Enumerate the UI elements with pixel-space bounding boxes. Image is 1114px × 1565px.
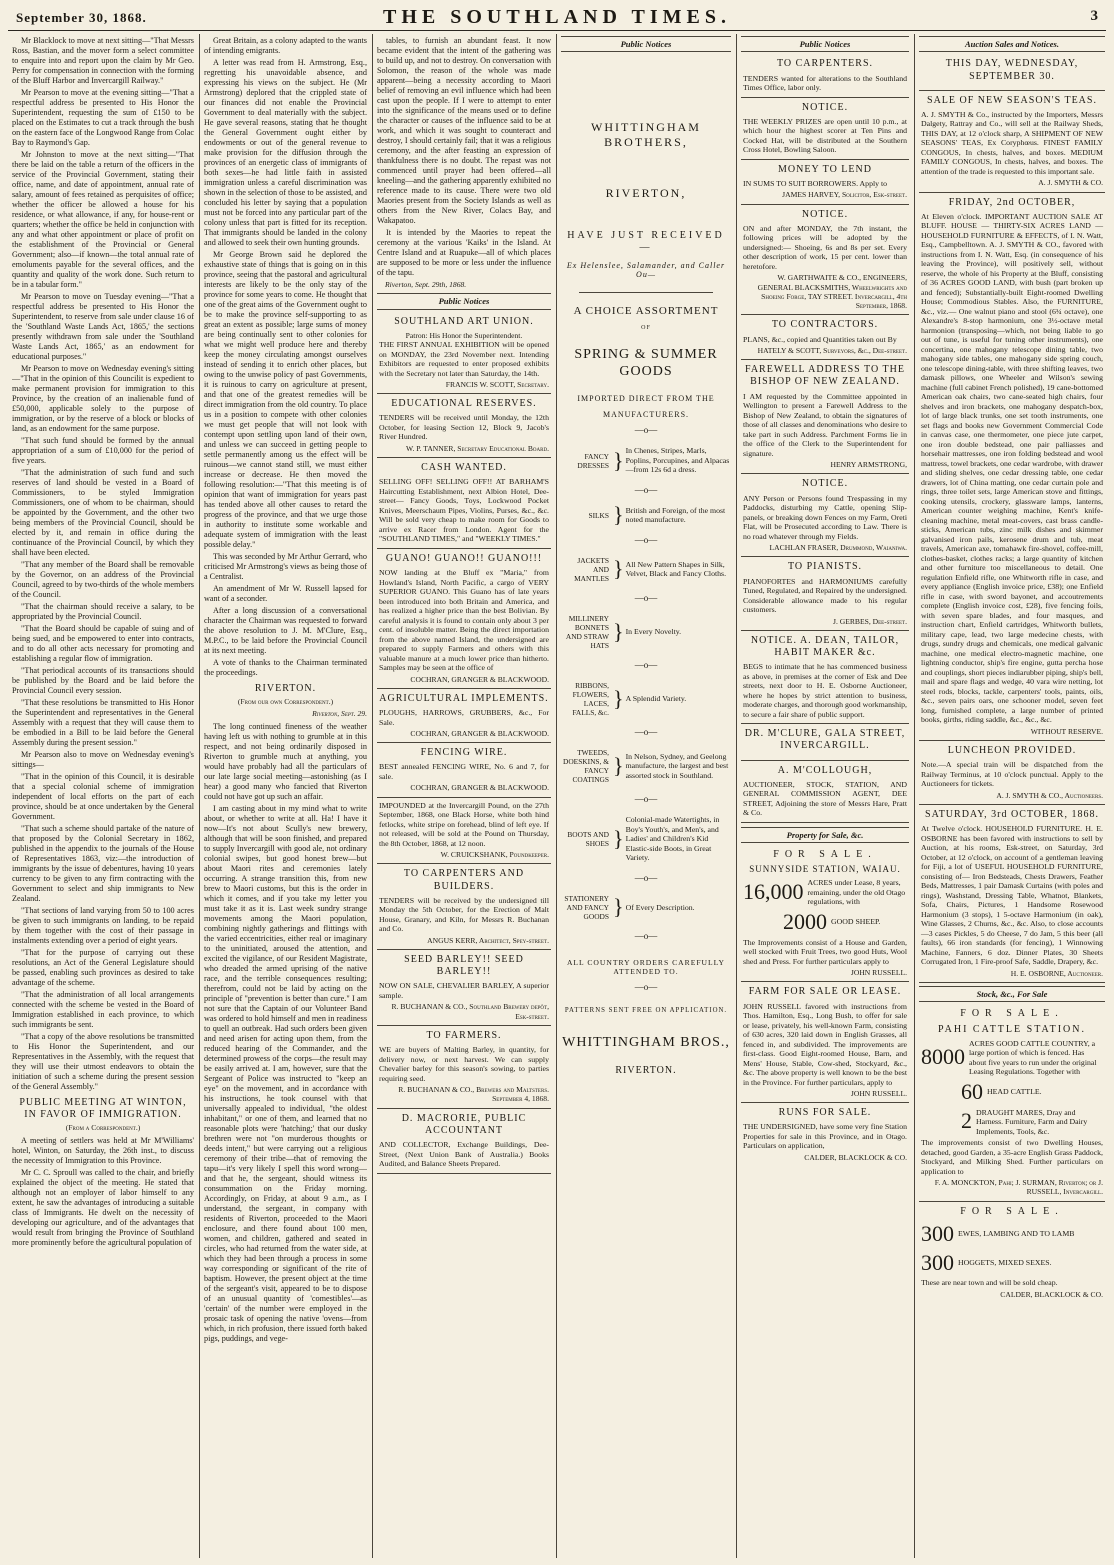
ewes-count: 300 [921,1220,954,1246]
stock-line [921,1221,1103,1248]
ad-signature: JOHN RUSSELL. [850,968,907,978]
ad-title: FRIDAY, 2nd OCTOBER, [948,196,1076,208]
advertisement [741,474,909,557]
ad-choice: A CHOICE ASSORTMENT [573,305,719,318]
paragraph: tables, to furnish an abundant feast. It now became evident that the intent of the gathering was to build up, and not to destroy. On conversation with Solomon, the reason of the whole was made apparent—being a necessity according to Maori belief of removing an evil influence which had been cast upon the people. If I were to attempt to enter into the significance of the means used or to define the character or causes of the influence said to be at work, and which it was sought to counteract and destroy, I should certainly fail; that it was a religious ceremony, and the after feasting an expression of thankfulness there is no doubt. The repast was not commenced until prayer had been offered—all kneeling—and the gathering apparently exhibited no reference made to its cause. There were two old Maories present from the Society Islands as well as others from the New River, Colacs Bay, and Wakapatoo. [377,36,551,225]
paragraph: Great Britain, as a colony adapted to the wants of intending emigrants. [204,36,367,55]
stock-line [921,1250,1103,1277]
winton-meeting-article [12,1136,194,1248]
ad-title: MONEY TO LEND [778,163,872,175]
column-rule [372,34,373,1558]
advertisement [377,743,551,797]
ad-body: THE UNDERSIGNED, have some very fine Station Properties for sale in this Province, and in Otago. Particulars on application, [743,1122,907,1151]
ornament: —o— [634,592,658,603]
category-name: SILKS [588,510,609,520]
ad-signature: JAMES HARVEY, Solicitor, Esk-street. [782,190,907,200]
paragraph: Mr C. C. Sproull was called to the chair, and briefly explained the object of the meeting. He stated that although not an employer of labor himself to any extent, he saw the advantages of introducing a suitable class of Immigrants. He dwelt on the necessity of developing our agriculture, and of the advantages that would result from bringing the Province of Southland more prominently before the agricultural population of [12,1167,194,1247]
ornament: —o— [634,794,658,805]
acreage-text: ACRES under Lease, 8 years, remaining, under the old Otago regulations, with [807,878,906,907]
paragraph: "That the administration of such fund and such reserves of land should be vested in a Board of Commissioners, to be styled Immigration Commissioners, one of whom to be chairman, should be appointed by the Government, and the other two being members of the Provincial Council, should be elected by it, and remain in office during the continuance of the Provincial Council, by which they shall have been elected. [12,468,194,557]
ad-title: SEED BARLEY!! SEED BARLEY!! [404,954,524,978]
category-name: FANCY DRESSES [577,451,609,470]
ad-title: DR. M'CLURE, GALA STREET, INVERCARGILL. [744,728,906,752]
ad-signature: FRANCIS W. SCOTT, Secretary. [445,380,549,390]
ad-body: I AM requested by the Committee appointed in Wellington to present a Farewell Address to the Bishop of New Zealand, to obtain the signatures of those of all classes and denominations who desire to take part in such Address. Parchment Forms lie in the office of the Clerk to the Superintendent for signature. [743,391,907,458]
goods-category [561,502,731,528]
ad-signature: COCHRAN, GRANGER & BLACKWOOD. [410,729,549,739]
brace-glyph: } [613,753,624,779]
ad-signature: COCHRAN, GRANGER & BLACKWOOD. [410,674,549,684]
paragraph: "That the Board should be capable of suing and of being sued, and be empowered to enter into contracts, and to do all other acts necessary for promoting and establishing a regular flow of immigration. [12,624,194,663]
ad-body: IN SUMS TO SUIT BORROWERS. Apply to [743,178,888,188]
advertisement [377,394,551,458]
cattle-station-for-sale [919,1004,1105,1201]
ad-body: At Twelve o'clock. HOUSEHOLD FURNITURE. H. E. OSBORNE has been favored with instructions to sell by Auction, at his rooms, Esk-street, on Saturday, 3rd October, at 12 o'clock, on account of a gentleman leaving for Fiji, a lot of USEFUL HOUSEHOLD FURNITURE, consisting of— Iron Bedsteads, Chests Drawers, Feather Beds, Mattresses, 1 pair Damask Curtains (with poles and rings), Washstand, Dressing Table, Whatnot, Blankets, Sofa, Chairs, Pictures, 1 Handsome Rosewood Harmonium (3 stops), 1 5-octave Harmonium (in oak), Wine Glasses, 2 Churns, &c., &c. Also, to close accounts—3 cases Pickles, 5 do Cheese, 7 do Jam, 5 this beer (all faults), 66 iron standards (for fencing), 1 Winnowing Machine, Fanners, 6 doz. Dinner Plates, 30 Sheets Corrugated Iron, 1 Fire-proof Safe, Saddle, Drapery, &c. [921,824,1103,967]
article-byline: (From our own Correspondent.) [237,697,334,707]
category-name: MILLINERY BONNETS AND STRAW HATS [565,613,609,651]
ornament: —o— [634,484,658,495]
stock-line [921,1039,1103,1077]
section-header: Public Notices [741,36,909,52]
paragraph: Mr Pearson also to move on Wednesday evening's sittings— [12,750,194,769]
advertisement [741,160,909,205]
section-header: Property for Sale, &c. [741,827,909,843]
column-rule [199,34,200,1558]
advertisement [919,193,1105,741]
category-description: In Every Novelty. [625,627,682,637]
ad-of: OF [641,324,651,331]
ad-body: NOW ON SALE, CHEVALIER BARLEY, A superior sample. [379,981,549,1000]
paragraph: "That sections of land varying from 50 to 100 acres be given to such immigrants on landing, to be repaid by them together with the cost of their passage in instalments extending over a period of eight years. [12,906,194,945]
issue-date: September 30, 1868. [16,10,147,25]
ad-body: TENDERS wanted for alterations to the Southland Times Office, labor only. [743,73,907,93]
category-name: JACKETS AND MANTLES [574,555,609,583]
paragraph: After a long discussion of a conversational character the Chairman was requested to forward the above resolution to J. M. M'Clure, Esq., M.P.C., to be laid before the Provincial Council at its next meeting. [204,606,367,655]
category-name: TWEEDS, DOESKINS, & FANCY COATINGS [563,748,609,785]
advertisement [741,557,909,630]
goods-categories [561,446,731,941]
sheep-text: GOOD SHEEP. [831,917,881,927]
ad-ships: Ex Helenslee, Salamander, and Caller Ou— [566,260,726,280]
advertisement [377,864,551,950]
paragraph: "That in the opinion of this Council, it is desirable that a special colonial scheme of immigration independent of local efforts on the part of each province, should be at once undertaken by the General Government. [12,772,194,821]
category-name: RIBBONS, FLOWERS, LACES, FALLS, &c. [572,681,609,718]
advertisement [919,805,1105,983]
section-header: Public Notices [561,36,731,52]
paragraph: A vote of thanks to the Chairman terminated the proceedings. [204,658,367,677]
brace-glyph: } [613,894,624,920]
paragraph: The long continued fineness of the weather having left us with nothing to grumble at in this respect, and not being ordinarily disposed in Riverton to grumble much at anything, you would have probably had all the particulars of our late large social meeting—astonishing (as I hear) a good many who fancied that Riverton could not have got up such an affair. [204,721,367,801]
advertisement [377,689,551,743]
ad-body: These are near town and will be sold cheap. [921,1278,1058,1288]
ad-lead: Patron: His Honor the Superintendent. [405,330,523,340]
ad-signature: J. GERBES, Dee-street. [832,616,907,626]
column-6 [919,36,1105,1556]
auction-notices [919,54,1105,983]
ad-body: AUCTIONEER, STOCK, STATION, AND GENERAL COMMISSION AGENT, DEE STREET, Adjoining the store of Messrs Hare, Pratt & Co. [743,779,907,818]
ad-title: SALE OF NEW SEASON'S TEAS. [927,94,1097,106]
paragraph: "That such fund should be formed by the annual appropriation of a sum of £10,000 for the period of five years. [12,436,194,465]
ad-body: ON and after MONDAY, the 7th instant, the following prices will be adopted by the undersigned:— Shoeing, 6s and 8s per set. Every other description of work, 15 per cent. lower than heretofore. [743,223,907,271]
ad-body: At Eleven o'clock. IMPORTANT AUCTION SALE AT BLUFF. HOUSE — THIRTY-SIX ACRES LAND — HOUSEHOLD FURNITURE & EFFECTS, of I. N. Watt, Esq., Campbelltown. A. J. SMYTH & CO., favored with instructions from I. N. Watt, Esq. (in consequence of his leaving the Province), will positively sell, without reserve, the whole of his Property at the Bluff, consisting of 36 ACRES GOOD LAND, with bush (part broken up and fenced); Substantially-built Eight-roomed Dwelling House; Commodious Stables. Also, the FURNITURE, &c., viz.— One walnut piano and stool (6¾ octave), one Alexandre's 8-stop harmonium, one 3½-octave metal harmonion (transposing—which, not being liable to go out of tune, is useful for tuning other instruments), one concertina, one mahogany telescope dining table, two mahogany side tables, one mahogany side spring couch, one telescope dining-table, with three shifting leaves, two damask pillows, one Wheeler and Wilson's sewing machine (full cabinet French polished), 19 cane-bottomed American oak chairs, two cane-seated high chairs, four shelves and iron brackets, one mahogany despatch-box, lot of large black trunks, one set tooth instruments, one set flags and books new Government Commercial Code in canvas case, one thermometer, one piece jute carpet, one iron double bedstead, one pair palliasses and horsehair mattresses, one iron folding bedstead and wool mattress, towel brackets, one cedar wardrobe, with drawer and sliding shelves, one cedar dressing table, one cedar drawers, lot of China matting, one cedar curtain pole and rings, three toilet sets, large American stove and fittings, cooking utensils, crockery, glassware lamps, lanterns, American counter weighing machine, Kent's knife-cleaning machine, metal meat-covers, cast brass candle-sticks, American tubs, zinc milk dishes and skimmer galvanised iron pails, kerosene drum and tub, meat travels, American axe, tomahawk fire-shovel, coffee-mill, clothes-basket, clothes racks; a large quantity of kitchen and other furniture too miscellaneous to detail. One regulation Enfield rifle, one Whitworth rifle in case, and every appliance (English invoice price, £38); one Enfield rifle in case, with sword bayonet, and accoutrements complete (English invoice cost, £28), five fencing foils, with seven spare blades, and four masques, and instruction chart, Enfield cartridges, Whitworth bullets, military cape, lead, two large medecine chests, with drugs, sundry drugs and chemicals, one medical galvanic machine, one medical electro-magnetic machine, one lightning conductor, ship's fire engine, gutta percha hose and couplings, short pieces indiarubber piping, ship's bell, mail and spare flags and wedge, 40 vara wire netting, lot steel rods, blocks, tackle, carpenters' tools, paints, oils, &c., seven pairs oars, one schooner model, seven feet long, furnished complete, a large number of printed books, girths, riding saddle, &c., &c., &c. [921,211,1103,725]
brace-glyph: } [613,502,624,528]
category-description: Colonial-made Watertights, in Boy's Youth's, and Men's, and Ladies' and Children's Kid Elastic-side Boots, in Great Variety. [625,815,720,863]
ad-imported: IMPORTED DIRECT FROM THE [577,393,715,403]
ad-body: BEST annealed FENCING WIRE, No. 6 and 7, for sale. [379,762,549,781]
ad-title: TO CONTRACTORS. [771,319,879,331]
ornament: —o— [634,872,658,883]
advertisement [741,54,909,97]
hoggets-text: HOGGETS, MIXED SEXES. [958,1258,1052,1268]
ad-title: AGRICULTURAL IMPLEMENTS. [379,692,549,704]
column-1 [12,36,194,1556]
ad-signature: CALDER, BLACKLOCK & CO. [1000,1289,1103,1299]
category-description: In Nelson, Sydney, and Geelong manufacture, the largest and best assorted stock in Southland. [625,751,729,780]
ornament: —o— [634,930,658,941]
advertisement [919,54,1105,90]
ad-title: GUANO! GUANO!! GUANO!!! [385,552,543,564]
column-rule [736,34,737,1558]
ad-body: PLOUGHS, HARROWS, GRUBBERS, &c., For Sale. [379,708,549,727]
ornament: —o— [634,425,658,436]
advertisement [377,312,551,395]
acreage: 8000 [921,1044,965,1070]
acreage-text: ACRES GOOD CATTLE COUNTRY, a large portion of which is fenced. Has about five years to run under the original Leasing Regulations. Together with [969,1038,1097,1077]
advertisement [741,315,909,360]
ad-signature: A. J. SMYTH & CO., Auctioneers. [996,790,1103,800]
paragraph: Mr Pearson to move on Tuesday evening—"That a respectful address be presented to His Honor the Superintendent, to reserve from sale under clause 16 of the 'Southland Waste Lands Act, 1865,' the sections presently withdrawn from sale under the 'Southland Waste Lands Act, 1865,' as an endowment for educational purposes." [12,292,194,361]
advertiser-name: WHITTINGHAM BROTHERS, [591,120,701,149]
sheep-for-sale [919,1202,1105,1304]
station-for-sale [741,845,909,982]
paragraph: Mr Pearson to move at the evening sitting—"That a respectful address be presented to His Honor the Superintendent, requesting the sum of £150 to be placed on the Estimates to cut a track through the bush on the eastern face of the Longwood Range from Colac Bay to Raymond's Gap. [12,88,194,147]
paragraph: A meeting of settlers was held at Mr M'Williams' hotel, Winton, on Saturday, the 26th inst., to discuss the necessity of Immigration to this Province. [12,1135,194,1165]
paragraph: "That the chairman should receive a salary, to be appropriated by the Provincial Council. [12,602,194,621]
advertiser-town: RIVERTON, [605,185,687,200]
public-notices [377,312,551,1174]
article-signoff: Riverton, Sept. 29th, 1868. [385,280,467,289]
goods-category [561,815,731,863]
advertisement [377,950,551,1026]
ad-signature: JOHN RUSSELL. [850,1089,907,1099]
ad-body: PIANOFORTES and HARMONIUMS carefully Tuned, Regulated, and Repaired by the undersigned. Considerable allowance made to his regular customers. [743,576,907,615]
ad-signature: CALDER, BLACKLOCK & CO. [804,1152,907,1162]
category-name: STATIONERY AND FANCY GOODS [564,893,609,921]
ad-body: TENDERS will be received until Monday, the 12th October, for leasing Section 12, Block 9, Jacob's River Hundred. [379,413,549,442]
ad-body: JOHN RUSSELL favored with instructions from Thos. Hamilton, Esq., Long Bush, to offer for sale or lease, privately, his well-known Farm, consisting of 630 acres, 320 laid down in English Grasses, all fenced in, and subdivided. The improvements are first-class. Good Eight-roomed House, Barn, and Mens' House, Stable, Cow-shed, Stockyard, &c., &c. The above property is well known to be the best in the Province. For further particulars, apply to [743,1001,907,1087]
advertiser-town: RIVERTON. [615,1064,677,1076]
ad-body: THE FIRST ANNUAL EXHIBITION will be opened on MONDAY, the 23rd November next. Intending Exhibitors are requested to enter proposed exhibits with the Secretary not later than Saturday, the 14th. [379,340,549,378]
paragraph: It is intended by the Maories to repeat the ceremony at the various 'Kaiks' in the Island. At Centre Island and at Ruapuke—all of which places are supposed to be more or less under the influence of the tapu. [377,228,551,277]
farm-for-sale [741,982,909,1103]
ad-body: The improvements consist of two Dwelling Houses, detached, good Garden, a 35-acre English Grass Paddock, Stockyard, and Milking Shed. Further particulars on application to [921,1138,1103,1176]
paragraph: This was seconded by Mr Arthur Gerrard, who criticised Mr Armstrong's views as being those of a Centralist. [204,552,367,581]
ad-title: TO PIANISTS. [787,561,863,573]
category-description: A Splendid Variety. [625,694,687,704]
goods-category [561,681,731,717]
brace-glyph: } [613,556,624,582]
mares-count: 2 [961,1108,972,1134]
ad-signature: R. BUCHANAN & CO., Southland Brewery depôt, Esk-street. [391,1002,549,1021]
category-description: In Chenes, Stripes, Marls, Poplins, Porcupines, and Alpacas—from 12s 6d a dress. [625,446,730,475]
public-notices [741,54,909,822]
article-heading: RIVERTON. [254,683,317,694]
ad-body: THE WEEKLY PRIZES are open until 10 p.m., at which hour the highest scorer at Ten Pins and Cocked Hat, will be distributed at the Southern Cross Hotel, Bowling Saloon. [743,116,907,155]
advertisement [377,458,551,549]
ad-body: The Improvements consist of a House and Garden, well stocked with Fruit Trees, two good Huts, Wool shed and Press. For further particulars apply to [743,937,907,966]
ad-title: NOTICE. [801,478,849,490]
ad-signature: W. GARTHWAITE & CO., ENGINEERS, GENERAL BLACKSMITHS, Wheelwrights and Shoeing Forge, TAY STREET. Invercargill, 4th September, 1868. [757,273,907,311]
category-description: British and Foreign, of the most noted manufacture. [625,505,726,525]
paragraph: Mr Pearson to move on Wednesday evening's sitting—"That in the opinion of this Councilit is expedient to make permanent provision for immigration to this Province, by the creation of an inalienable fund of £50,000, applicable solely to the purpose of immigration, or by the reserve of a block or blocks of land, as an endowment for the same purpose. [12,364,194,433]
ad-signature: COCHRAN, GRANGER & BLACKWOOD. [410,783,549,793]
ad-body: NOW landing at the Bluff ex "Maria," from Howland's Island, North Pacific, a cargo of VERY SUPERIOR GUANO. This Guano has of late years been introduced into both Britain and America, and has realized a higher price than the best Bolivian. By careful analysis it is found to contain only about 3 per cent. of insoluble matter. Being the direct importation from the above named Island, the undersigned are prepared to supply Farmers and others with this valuable manure at a much lower price than hitherto. Samples may be seen at the office of [379,568,549,673]
stock-line [921,1108,1103,1137]
ad-title: FOR SALE. [960,1008,1064,1020]
ad-body: BEGS to intimate that he has commenced business as above, in premises at the corner of Esk and Dee streets, next door to H. E. Osborne Auctioneer, where he hopes by strict attention to business, moderate charges, and thorough good workmanship, to secure a fair share of public support. [743,662,907,719]
ad-subtitle: PAHI CATTLE STATION. [938,1023,1086,1035]
ad-title: FOR SALE. [773,849,877,861]
ornament: —o— [634,727,658,738]
paragraph: An amendment of Mr W. Russell lapsed for want of a seconder. [204,584,367,603]
goods-category [561,556,731,583]
newspaper-title: THE SOUTHLAND TIMES. [382,6,732,28]
ad-title: FARM FOR SALE OR LEASE. [748,986,902,998]
ad-goods: SPRING & SUMMER GOODS [574,346,718,379]
ad-signature: R. BUCHANAN & CO., Brewers and Maltsters. September 4, 1868. [398,1085,549,1104]
ad-body: AND COLLECTOR, Exchange Buildings, Dee-Street, (Next Union Bank of Australia.) Books Audited, and Balance Sheets Prepared. [379,1140,549,1169]
advertisement [741,724,909,760]
ad-signature: H. E. OSBORNE, Auctioneer. [1010,968,1103,978]
ewes-text: EWES, LAMBING AND TO LAMB [958,1229,1075,1239]
ad-body: Note.—A special train will be dispatched from the Railway Terminus, at 10 o'clock punctual. Apply to the Auctioneers for tickets. [921,760,1103,789]
advertisement [919,741,1105,805]
divider [579,292,713,293]
advertisement [377,798,551,865]
ad-title: LUNCHEON PROVIDED. [947,745,1077,757]
category-name: BOOTS AND SHOES [567,829,609,848]
ad-title: NOTICE. A. DEAN, TAILOR, HABIT MAKER &c. [750,634,900,658]
paragraph: A letter was read from H. Armstrong, Esq., regretting his unavoidable absence, and expressing his views on the subject. He (Mr Armstrong) deplored that the crippled state of our finances did not enable the Provincial Government to deal materially with the subject. He gave several reasons, stating that he thought the General Government ought either by endowments or out of the general revenue to make provision for the diffusion through the provinces of an energetic class of immigrants of both sexes—he had little faith in assisted immigration unless a careful discrimination was shown in the selection of those to be assisted, and concluded his letter by saying that a population must not be forced into any particular part of the colony unless that part is fitted for its reception. That immigrants should be landed in the colony and allowed to seek their own hunting grounds. [204,58,367,247]
column-rule [914,34,915,1558]
paragraph: Mr Johnston to move at the next sitting—"That there be laid on the table a return of the officers in the service of the Provincial Government, stating their office, name, and date of appointment, annual rate of salary, amount of fees retained as perquisites of office; whether the officer be allowed a house for his residence, or what allowance, if any, for house-rent or quarters; whether the office be held in conjunction with any and what other appointment or place of profit on the establishment of the Provincial or General Government; also—if known—the total annual rate of emoluments payable for the several offices, and the quantity and quality of the work done. Such return to be in a tabular form." [12,150,194,289]
advertisement [377,549,551,689]
category-description: All New Pattern Shapes in Silk, Velvet, Black and Fancy Cloths. [625,559,727,579]
ad-subtitle: SUNNYSIDE STATION, WAIAU. [749,864,901,875]
paragraph: Mr George Brown said he deplored the exhaustive state of things that is going on in this province, seeing that the pastoral and agricultural interests are likely to be the only stay of the province for some years to come. He thought that one of the great aims of the Government ought to be to make the province self-supporting to as great an extent as possible; large sums of money are being continually sent to other colonies for what we might well produce here and thereby keep the money circulating amongst ourselves instead of sending it to enrich other places, but owing to the unwise policy of past Governments, it is ruinous to carry on agriculture at present, and that one of the greatest remedies will be direct immigration from the old country. To place us in a position to compete with other colonies we must get people that will not look with contempt upon settling upon land of their own, and unless we can succeed in getting people to settle permanently among us the effect will be ruinous—we cannot stand still, we must either increase or decrease. He then moved the following resolution:—"That this meeting is of opinion that want of immigration for years past has tended above all other causes to retard the progress of the province, and that we urge those in authority to institute some workable and adequate system of immigration with the least possible delay." [204,250,367,549]
goods-category [561,446,731,475]
stock-line [743,878,907,907]
ad-title: D. MACRORIE, PUBLIC ACCOUNTANT [401,1112,527,1136]
cattle-text: HEAD CATTLE. [987,1087,1042,1097]
ad-signature: HENRY ARMSTRONG, [830,460,907,470]
ad-title: SOUTHLAND ART UNION. [394,315,534,327]
ad-title: FENCING WIRE. [420,747,508,759]
ad-title: A. M'COLLOUGH, [777,764,873,776]
brace-glyph: } [613,447,624,473]
ornament: —o— [634,534,658,545]
ad-title: CASH WANTED. [421,462,507,474]
ornament: —o— [634,660,658,671]
section-header: Public Notices [377,293,551,309]
paragraph: "That such a scheme should partake of the nature of that proposed by the Colonial Secretary in 1862, published in the appendix to the journals of the House of Representatives 1863, viz:—the introduction of immigrants by the issue of debentures, having 10 years currency to be given to any firm contracting with the Government to select and ship immigrants to New Zealand. [12,824,194,903]
article-dateline: Riverton, Sept. 29. [312,709,367,719]
column-rule [556,34,557,1558]
ad-body: TENDERS will be received by the undersigned till Monday the 5th October, for the Erection of Malt House, Granary, and Kiln, for Messrs R. Buchanan and Co. [379,895,549,934]
ad-signature: HATELY & SCOTT, Surveyors, &c., Dee-street. [757,346,907,356]
cattle-count: 60 [961,1078,983,1104]
ad-title: TO CARPENTERS. [776,58,874,70]
ad-title: SATURDAY, 3rd OCTOBER, 1868. [925,809,1099,821]
category-description: Of Every Description. [625,902,695,912]
advertisement [741,98,909,160]
goods-category [561,894,731,921]
paragraph: "That the administration of all local arrangements connected with the scheme be vested in the Board of Immigration established in each province, to which such immigrants be sent. [12,990,194,1029]
paragraph: "That any member of the Board shall be removable by the Governor, on an address of the Provincial Council, agreed to by two-thirds of the whole members of the Council. [12,560,194,599]
column-4 [561,36,731,1556]
column-3 [377,36,551,1556]
advertisement [741,631,909,724]
ad-title: NOTICE. [801,101,849,113]
paragraph: "That for the purpose of carrying out these resolutions, an Act of the General Legislature should be passed, enabling such provinces as desired to take advantage of the scheme. [12,948,194,987]
column-2 [204,36,367,1556]
advertisement [741,360,909,474]
ad-body: WE are buyers of Malting Barley, in quantity, for delivery now, or next harvest. We can supply Chevalier barley for this season's sowing, to parties requiring seed. [379,1045,549,1083]
ad-body: SELLING OFF! SELLING OFF!! AT BARHAM'S Haircutting Establishment, next Albion Hotel, Dee-street— Fancy Goods, Toys, Lockwood Pocket Knives, Meerschaum Pipes, Violins, Purses, &c., &c. Will be sold very cheap to make room for Goods to arrive ex Racer from London. Agent for the "SOUTHLAND TIMES," and "WEEKLY TIMES." [379,477,549,544]
ad-signature: W. CRUICKSHANK, Poundkeeper. [440,850,549,860]
advertisement [919,91,1105,193]
ornament: —o— [634,982,658,993]
ad-signature: LACHLAN FRASER, Drummond, Waianiwa. [769,543,907,553]
advertisement [377,1109,551,1174]
ad-title: FAREWELL ADDRESS TO THE BISHOP OF NEW ZEALAND. [745,364,905,388]
ad-title: THIS DAY, WEDNESDAY, SEPTEMBER 30. [945,58,1079,82]
advertisement [741,761,909,823]
advertisement [377,1026,551,1109]
section-header: Stock, &c., For Sale [919,986,1105,1002]
brace-glyph: } [613,825,624,851]
ad-body: IMPOUNDED at the Invercargill Pound, on the 27th September, 1868, one Black Horse, white both hind fetlocks, white stripe on forehead, blind of left eye. If not released, will be sold at the Pound on Thursday, the 8th October, 1868, at 12 noon. [379,800,549,848]
ad-title: RUNS FOR SALE. [778,1107,872,1119]
ad-signature: F. A. MONCKTON, Pahi; J. SURMAN, Riverton; or J. RUSSELL, Invercargill. [934,1178,1103,1197]
ad-title: TO FARMERS. [426,1029,502,1041]
ad-lead: HAVE JUST RECEIVED— [567,230,725,254]
ad-body: A. J. SMYTH & Co., instructed by the Importers, Messrs Dalgety, Rattray and Co., will sell at the Railway Sheds, THIS DAY, at 12 o'clock sharp, A SHIPMENT OF NEW SEASONS' TEAS, Ex Coryphœus. FINEST FAMILY CONGOUS, In chests, halves, and boxes. MEDIUM FAMILY CONGOUS, In chests, halves, and boxes. The attention of the trade is requested to this important sale. [921,109,1103,176]
brace-glyph: } [613,619,624,645]
goods-category [561,748,731,784]
ad-signature: A. J. SMYTH & CO. [1038,178,1103,188]
ad-title: NOTICE. [801,208,849,220]
article-byline: (From a Correspondent.) [65,1123,141,1133]
riverton-article [204,722,367,1344]
ad-manufacturers: MANUFACTURERS. [602,409,690,419]
brace-glyph: } [613,686,624,712]
ad-body: PLANS, &c., copied and Quantities taken out By [743,334,897,344]
mares-text: DRAUGHT MARES, Dray and Harness. Furniture, Farm and Dairy Implements, Tools, &c. [976,1107,1088,1136]
ad-title: TO CARPENTERS AND BUILDERS. [403,868,525,892]
paragraph: Mr Blacklock to move at next sitting—"That Messrs Ross, Bastian, and the mover form a select committee to enquire into and report upon the claim by Mr Geo. Perry for compensation in connection with the forming of the Bluff Harbor and Invercargill Railway." [12,36,194,85]
advertiser-name: WHITTINGHAM BROS., [562,1034,730,1050]
stock-line [743,909,907,936]
winton-meeting-continued [204,36,367,678]
column-5 [741,36,909,1556]
ad-body: ANY Person or Persons found Trespassing in my Paddocks, disturbing my Cattle, opening Slip-panels, or breaking down Fences on my Farm, Oreti Flat, will be Prosecuted according to Law. There is no road whatever through my Fields. [743,493,907,541]
goods-category [561,614,731,650]
acreage: 16,000 [743,879,804,905]
paragraph: "That a copy of the above resolutions be transmitted to His Honor the Superintendent, and our Representatives in the Assembly, with the request that they will use their utmost endeavors to obtain the initiation of such a scheme during the present session of the General Assembly." [12,1032,194,1091]
ad-title: EDUCATIONAL RESERVES. [391,398,537,410]
advertisement [741,205,909,316]
council-notices [12,36,194,1092]
masthead [8,4,1106,31]
section-header: Auction Sales and Notices. [919,36,1105,52]
ad-signature: W. P. TANNER, Secretary Educational Board. [405,443,549,453]
sheep-count: 2000 [783,908,827,934]
hoggets-count: 300 [921,1249,954,1275]
ad-signature: WITHOUT RESERVE. [1030,726,1103,736]
paragraph: "That these resolutions be transmitted to His Honor the Superintendent and representatives in the General Assembly with a request that they will cause them to be embodied in a Bill to be laid before the General Assembly during the present session." [12,698,194,747]
article-heading: PUBLIC MEETING AT WINTON, IN FAVOR OF IMMIGRATION. [19,1097,187,1121]
ad-orders: ALL COUNTRY ORDERS CAREFULLY ATTENDED TO. [566,957,726,977]
ad-signature: ANGUS KERR, Architect, Spey-street. [427,935,549,945]
paragraph: I am casting about in my mind what to write about, or whether to write at all. Ha! I have it now—It's not about Scully's new brewery, although that will be soon finished, and prepared to supply Invercargill with good ale, not ordinary colonial swipes, but good honest brew—but about Maori rites and ceremonies lately occurring. A strange transition this, from new brew to Maori customs, but this is the order in which it comes, and if you take my letter you must take it as it is. Last week sundry strange movements among the Maori population, combining nightly gatherings and flittings with the varied eccentricities, either real or imaginary to the uninitiated, aroused the attention, and excited the vigilance, of our Resident Magistrate, who dreaded the armed uprising of the native race, and the terrible consequences resulting; therefrom, could not be laid by acting on the principle of "prevention is better than cure." I am not sure that the Captain of our Volunteer Band was ordered to hold himself and men in readiness to quell an outbreak. Had such orders been given and need arisen for acting upon them, from the reduced hearing of the Commander, and the determined prowess of the corps—the result may be easily arrived at. I am, however, sure that the Sergeant of Police was instructed to "keep an eye" on the movement, and in accordance with his instructions, he took counsel with that universally appealed to individual, "the oldest inhabitant," or one of them, and learned that no reasonable plots were 'hatching;' that our dusky brethren were not "on murderous thoughts or deeds intent," but were carrying out a religious ceremony of their tribe—that of removing the tapu—it's very likely I spell this word wrong—and that he, the sergeant, should witness its consummation on the Friday morning. Accordingly, on Friday, at about 9 a.m., as I understand, the sergeant, in company with residents of Riverton, proceeded to the Maori enclosure, and there found about 100 men, women, and children, gathered and seated in circles, who had returned from the water side, at which they had been through a process in some way corresponding or significant of the rite of baptism. However, the present object at the time of the sergeant's visit, appeared to be to dispose of an unusual quantity of 'comestibles'—as 'certain' of the number were employed in the prosaic task of opening the native 'ovens—from which, in rich profusion, there issued forth baked pigs, puddings, and vege- [204,803,367,1343]
ad-patterns: PATTERNS SENT FREE ON APPLICATION. [564,1007,728,1015]
paragraph: "That periodical accounts of its transactions should be published by the Board and be laid before the Provincial Council every session. [12,666,194,695]
ad-title: FOR SALE. [960,1205,1064,1217]
runs-for-sale [741,1103,909,1166]
page-number: 3 [1090,8,1098,24]
stock-line [921,1079,1103,1106]
riverton-article-continued [377,36,551,278]
